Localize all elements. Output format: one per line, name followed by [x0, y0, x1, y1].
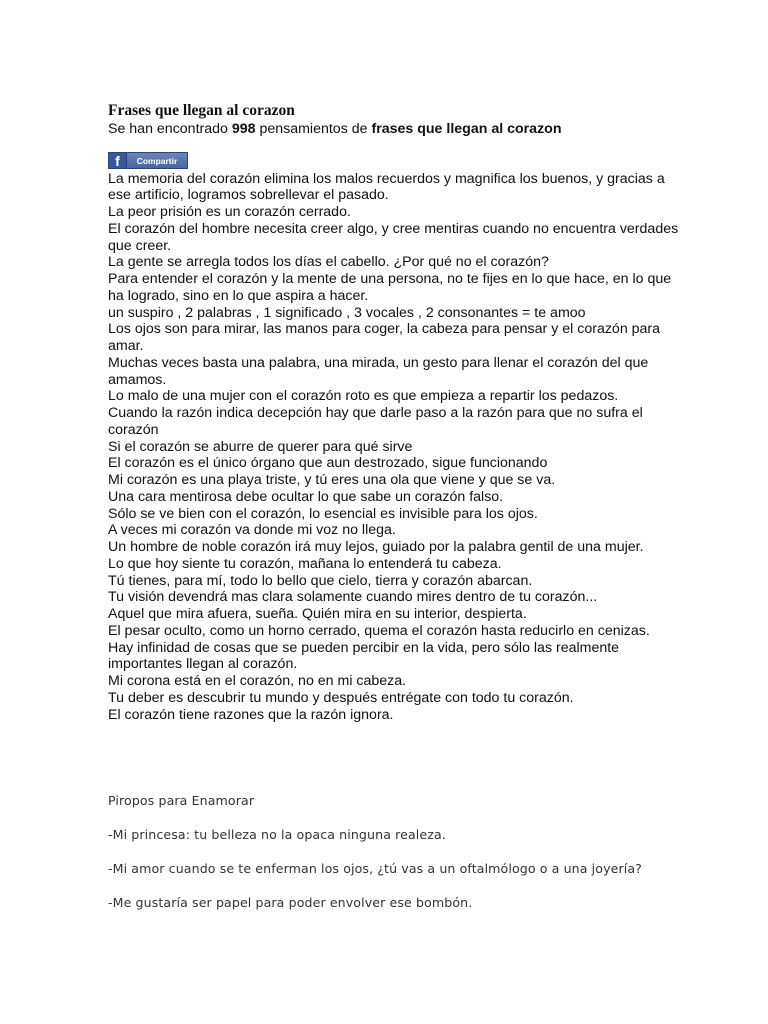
quote-item: Lo que hoy siente tu corazón, mañana lo entenderá tu cabeza.	[108, 555, 502, 572]
quote-item: Una cara mentirosa debe ocultar lo que sabe un corazón falso.	[108, 488, 504, 505]
quote-item: Sólo se ve bien con el corazón, lo esencial es invisible para los ojos.	[108, 505, 538, 522]
quote-item: Aquel que mira afuera, sueña. Quién mira en su interior, despierta.	[108, 606, 527, 622]
quote-item: La peor prisión es un corazón cerrado.	[108, 204, 351, 220]
results-middle: pensamientos de	[255, 121, 372, 137]
quotes-list	[108, 171, 688, 724]
facebook-share-button[interactable]	[108, 152, 188, 169]
quote-item: un suspiro , 2 palabras , 1 significado , 3 vocales , 2 consonantes = te amoo	[108, 304, 586, 321]
quote-item: El corazón tiene razones que la razón ignora.	[108, 706, 394, 723]
results-topic: frases que llegan al corazon	[371, 121, 562, 137]
quote-item: Tú tienes, para mí, todo lo bello que cielo, tierra y corazón abarcan.	[108, 572, 533, 589]
quote-item: Un hombre de noble corazón irá muy lejos, guiado por la palabra gentil de una mujer.	[108, 539, 644, 555]
quote-item: Mi corazón es una playa triste, y tú eres una ola que viene y que se va.	[108, 472, 556, 488]
results-count: 998	[231, 121, 256, 137]
quote-item: Tu deber es descubrir tu mundo y después entrégate con todo tu corazón.	[108, 689, 574, 706]
quote-item: El corazón es el único órgano que aun destrozado, sigue funcionando	[108, 455, 548, 472]
main-content	[108, 102, 688, 723]
piropos-list	[108, 826, 668, 912]
piropo-item: -Me gustaría ser papel para poder envolver ese bombón.	[108, 895, 473, 910]
quote-item: La memoria del corazón elimina los malos recuerdos y magnifica los buenos, y gracias a ese artificio, logramos sobrellevar el pasado.	[108, 170, 665, 204]
quote-item: Los ojos son para mirar, las manos para coger, la cabeza para pensar y el corazón para amar.	[108, 321, 661, 354]
page-title: Frases que llegan al corazon	[108, 102, 295, 119]
quote-item: Hay infinidad de cosas que se pueden percibir en la vida, pero sólo las realmente importantes llegan al corazón.	[108, 639, 620, 673]
quote-item: La gente se arregla todos los días el cabello. ¿Por qué no el corazón?	[108, 254, 549, 271]
quote-item: Si el corazón se aburre de querer para qué sirve	[108, 438, 413, 455]
piropo-item: -Mi amor cuando se te enferman los ojos, ¿tú vas a un oftalmólogo o a una joyería?	[108, 861, 642, 876]
results-prefix: Se han encontrado	[108, 121, 232, 137]
piropo-item: -Mi princesa: tu belleza no la opaca ninguna realeza.	[108, 827, 446, 842]
quote-item: Para entender el corazón y la mente de una persona, no te fijes en lo que hace, en lo que ha logrado, sino en lo que aspira a hacer.	[108, 271, 672, 304]
quote-item: El pesar oculto, como un horno cerrado, quema el corazón hasta reducirlo en cenizas.	[108, 622, 650, 639]
facebook-icon: f	[109, 153, 127, 168]
quote-item: Lo malo de una mujer con el corazón roto es que empieza a repartir los pedazos.	[108, 388, 619, 405]
share-button-label: Compartir	[136, 155, 178, 166]
quote-item: El corazón del hombre necesita creer algo, y cree mentiras cuando no encuentra verdades que creer.	[108, 220, 679, 254]
quote-item: Muchas veces basta una palabra, una mirada, un gesto para llenar el corazón del que amamos.	[108, 354, 649, 388]
piropos-title: Piropos para Enamorar	[108, 793, 255, 808]
quote-item: Mi corona está en el corazón, no en mi cabeza.	[108, 673, 407, 689]
quote-item: Cuando la razón indica decepción hay que darle paso a la razón para que no sufra el corazón	[108, 405, 643, 438]
piropos-section	[108, 792, 668, 912]
quote-item: Tu visión devendrá mas clara solamente cuando mires dentro de tu corazón...	[108, 589, 598, 606]
results-summary	[108, 120, 688, 138]
quote-item: A veces mi corazón va donde mi voz no llega.	[108, 522, 396, 539]
